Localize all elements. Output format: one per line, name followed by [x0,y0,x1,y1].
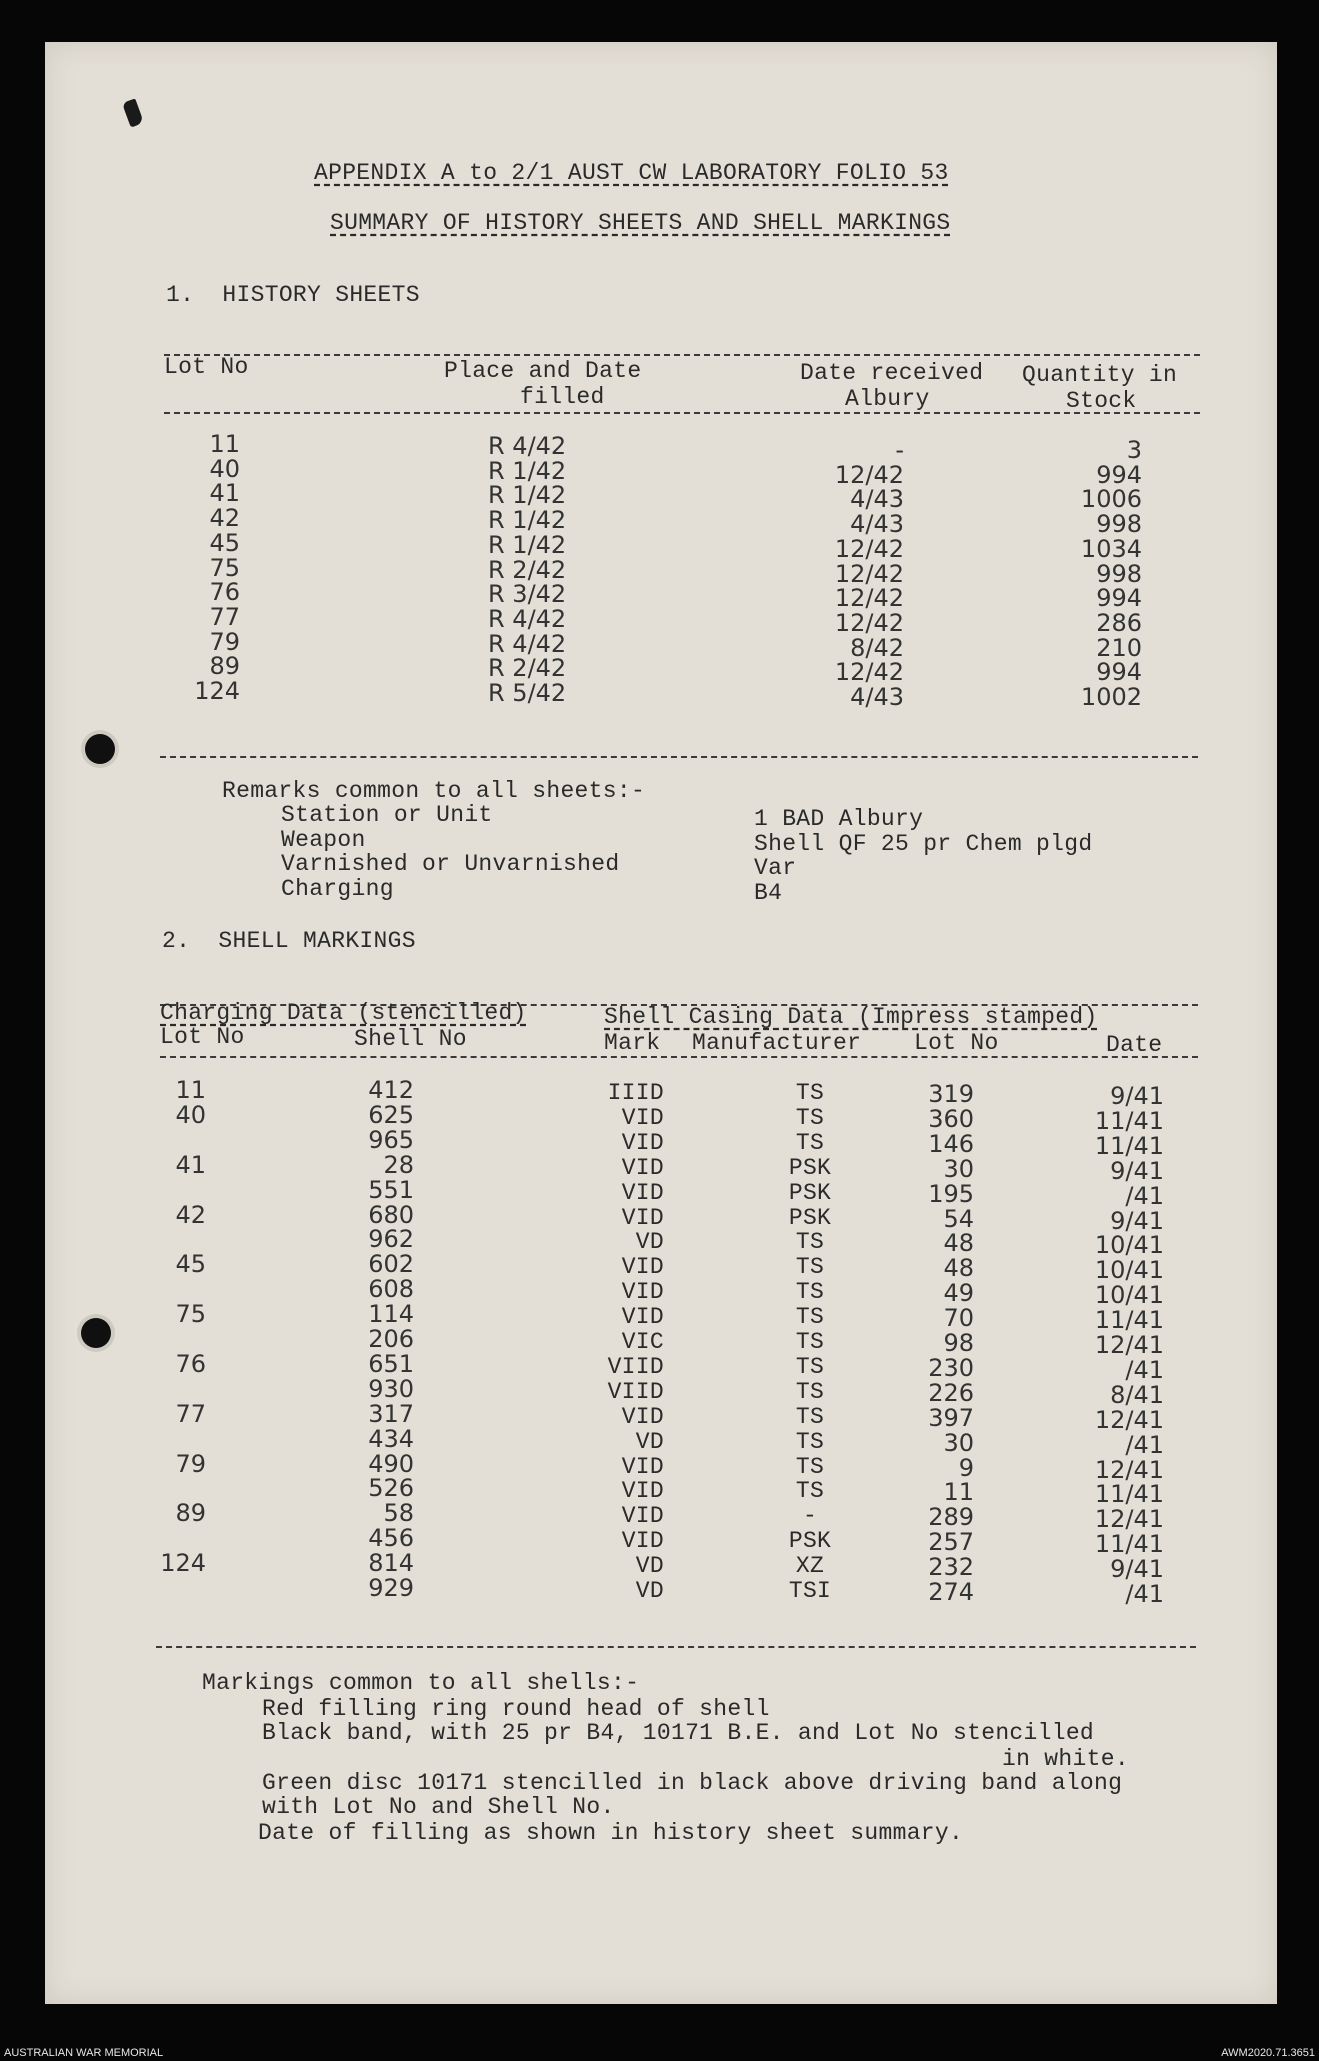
history-place-date: R 2/42 [488,555,567,584]
shell-mark: VIID [607,1378,664,1405]
shell-number: 625 [368,1100,414,1129]
shell-lot: 89 [175,1499,206,1528]
shell-date: 9/41 [1110,1156,1164,1185]
shell-manufacturer: TS [795,1378,825,1405]
shell-manufacturer: TS [795,1229,825,1256]
col2-date-header: Date [1106,1032,1163,1058]
shell-date: 10/41 [1094,1281,1164,1310]
history-lot: 45 [209,528,240,557]
history-place-date: R 1/42 [488,481,567,510]
shell-casing-lot: 54 [943,1204,974,1233]
shell-lot: 45 [175,1250,206,1279]
shell-number: 526 [368,1474,414,1503]
shell-lot: 76 [175,1349,206,1378]
shell-number: 602 [368,1250,414,1279]
shell-date: 11/41 [1094,1530,1164,1559]
history-place-date: R 1/42 [488,506,567,535]
shell-number: 28 [383,1150,414,1179]
page-subtitle: SUMMARY OF HISTORY SHEETS AND SHELL MARKINGS [330,210,951,236]
remark-value: Shell QF 25 pr Chem plgd [754,830,1093,857]
table1-header-rule [164,412,1200,414]
shell-date: /41 [1125,1580,1164,1608]
shell-lot: 75 [175,1300,206,1329]
shell-mark: VID [621,1254,664,1281]
history-lot: 11 [209,430,240,458]
history-date-received: 12/42 [834,559,904,588]
remark-label: Station or Unit [281,802,493,828]
shell-date: 9/41 [1110,1555,1164,1584]
col-received-header-2: Albury [845,386,930,412]
shell-casing-lot: 274 [928,1578,974,1606]
shell-manufacturer: TS [795,1080,825,1106]
remark-label: Charging [281,875,394,902]
col2-casing-lot-header: Lot No [914,1030,999,1056]
history-lot: 77 [209,602,240,631]
shell-manufacturer: TS [795,1129,825,1156]
shell-lot: 11 [175,1076,206,1104]
shell-number: 608 [368,1275,414,1304]
shell-manufacturer: TS [795,1453,825,1480]
shell-manufacturer: PSK [788,1528,832,1555]
shell-number: 651 [368,1349,414,1378]
remark-value: B4 [754,879,783,906]
history-place-date: R 4/42 [488,629,567,658]
remark-label: Weapon [281,826,366,853]
col-qty-header-1: Quantity in [1022,362,1178,388]
col2-mark-header: Mark [604,1030,661,1056]
shell-casing-lot: 30 [943,1428,974,1457]
history-lot: 75 [209,553,240,582]
shell-date: 10/41 [1094,1256,1164,1285]
history-place-date: R 2/42 [488,654,567,683]
shell-casing-lot: 48 [943,1229,974,1258]
shell-manufacturer: PSK [788,1154,832,1181]
shell-date: 12/41 [1094,1455,1164,1484]
shell-manufacturer: TS [795,1353,825,1380]
history-quantity: 994 [1096,460,1142,489]
history-place-date: R 1/42 [488,530,567,559]
col2-shell-header: Shell No [354,1026,467,1052]
shell-number: 930 [368,1374,414,1403]
shell-manufacturer: TS [795,1403,825,1430]
group-casing-header: Shell Casing Data (Impress stamped) [604,1004,1098,1030]
shell-casing-lot: 98 [943,1329,974,1357]
shell-number: 965 [368,1125,414,1154]
shell-manufacturer: TS [795,1329,825,1355]
history-lot: 76 [209,578,240,607]
shell-casing-lot: 257 [928,1528,974,1557]
shell-manufacturer: PSK [788,1204,832,1231]
punch-hole-bottom [81,1318,111,1348]
history-date-received: 12/42 [834,658,904,687]
shell-date: 12/41 [1094,1505,1164,1534]
group-charging-header: Charging Data (stencilled) [160,1000,527,1026]
shell-lot: 41 [175,1150,206,1179]
history-place-date: R 5/42 [488,679,567,707]
shell-mark: VIC [621,1329,664,1355]
marking-line: with Lot No and Shell No. [262,1794,615,1820]
shell-number: 456 [368,1524,414,1553]
shell-casing-lot: 226 [928,1378,974,1407]
shell-mark: VID [621,1179,664,1206]
shell-lot: 40 [175,1100,206,1129]
shell-mark: VID [621,1528,664,1555]
history-place-date: R 3/42 [488,580,567,609]
history-lot: 42 [209,504,240,533]
history-quantity: 1006 [1080,485,1142,514]
shell-casing-lot: 30 [943,1154,974,1183]
history-date-received: 12/42 [834,608,904,637]
shell-date: 11/41 [1094,1480,1164,1509]
shell-mark: VID [621,1129,664,1156]
history-quantity: 210 [1096,633,1142,662]
shell-casing-lot: 289 [928,1503,974,1532]
shell-mark: VID [621,1154,664,1181]
history-quantity: 1034 [1080,534,1142,563]
shell-number: 114 [368,1300,414,1329]
history-lot: 89 [209,652,240,681]
col2-manufacturer-header: Manufacturer [692,1030,862,1056]
shell-number: 680 [368,1200,414,1229]
shell-casing-lot: 195 [928,1179,974,1208]
col-lot-header: Lot No [164,354,249,380]
shell-date: 11/41 [1094,1106,1164,1135]
shell-mark: VD [635,1428,664,1455]
shell-number: 317 [368,1399,414,1428]
history-date-received: 4/43 [850,510,904,539]
marking-line: in white. [1002,1746,1129,1772]
shell-manufacturer: TS [795,1428,825,1455]
shell-mark: VD [635,1578,664,1604]
table1-bottom-rule [160,756,1198,758]
history-place-date: R 1/42 [488,456,567,485]
marking-line: Date of filling as shown in history sheet summary. [258,1820,964,1846]
shell-casing-lot: 360 [928,1104,974,1133]
shell-mark: VID [621,1478,664,1505]
shell-mark: VID [621,1403,664,1430]
shell-manufacturer: - [802,1503,818,1530]
footer-accession: AWM2020.71.3651 [1221,2047,1315,2059]
shell-number: 962 [368,1225,414,1254]
shell-date: 12/41 [1094,1331,1164,1359]
shell-lot: 42 [175,1200,206,1229]
shell-casing-lot: 11 [943,1478,974,1507]
history-place-date: R 4/42 [488,604,567,633]
shell-mark: VID [621,1279,664,1306]
shell-casing-lot: 48 [943,1254,974,1283]
remark-value: Var [754,855,797,881]
shell-mark: VIID [607,1353,664,1380]
section1-heading: 1. HISTORY SHEETS [166,282,420,308]
remarks-heading: Remarks common to all sheets:- [222,778,646,804]
history-date-received: 4/43 [850,485,904,514]
shell-lot: 124 [160,1549,206,1578]
shell-manufacturer: PSK [788,1179,832,1206]
marking-line: Black band, with 25 pr B4, 10171 B.E. and Lot No stencilled [262,1720,1095,1746]
shell-number: 490 [368,1449,414,1478]
shell-casing-lot: 146 [928,1129,974,1158]
shell-mark: VD [635,1553,664,1580]
shell-number: 814 [368,1549,414,1578]
table2-bottom-rule [156,1646,1196,1648]
shell-manufacturer: TS [795,1254,825,1281]
table1-top-rule [164,354,1200,356]
shell-lot: 79 [175,1449,206,1478]
shell-date: /41 [1125,1355,1164,1384]
col2-lot-header: Lot No [160,1024,245,1050]
shell-manufacturer: TS [795,1478,825,1505]
history-date-received: 4/43 [850,683,904,711]
shell-manufacturer: TS [795,1104,825,1131]
shell-date: 12/41 [1094,1405,1164,1434]
shell-mark: VID [621,1503,664,1530]
shell-manufacturer: TSI [788,1578,832,1604]
history-place-date: R 4/42 [488,432,567,460]
marking-line: Green disc 10171 stencilled in black above driving band along [262,1770,1123,1796]
col-qty-header-2: Stock [1066,388,1137,414]
history-lot: 79 [209,627,240,656]
shell-number: 58 [383,1499,414,1528]
shell-date: /41 [1125,1430,1164,1459]
shell-mark: VID [621,1453,664,1480]
history-quantity: 994 [1096,658,1142,687]
footer-source: AUSTRALIAN WAR MEMORIAL [4,2047,164,2059]
punch-hole-top [85,734,115,764]
shell-mark: VD [635,1229,664,1256]
markings-heading: Markings common to all shells:- [202,1670,640,1696]
shell-casing-lot: 230 [928,1353,974,1382]
shell-date: 11/41 [1094,1131,1164,1160]
history-date-received: 12/42 [834,534,904,563]
col-received-header-1: Date received [800,360,984,386]
shell-date: /41 [1125,1181,1164,1210]
shell-manufacturer: XZ [795,1553,825,1580]
shell-date: 10/41 [1094,1231,1164,1260]
col-place-header-2: filled [520,384,605,410]
shell-date: 9/41 [1110,1206,1164,1235]
history-quantity: 998 [1096,510,1142,539]
shell-casing-lot: 49 [943,1279,974,1308]
history-quantity: 994 [1096,584,1142,613]
remark-label: Varnished or Unvarnished [281,851,620,877]
history-date-received: - [895,436,904,464]
section2-heading: 2. SHELL MARKINGS [162,928,416,954]
history-date-received: 12/42 [834,460,904,489]
history-date-received: 8/42 [850,633,904,662]
shell-casing-lot: 70 [943,1304,974,1333]
shell-casing-lot: 232 [928,1553,974,1582]
shell-number: 412 [368,1076,414,1104]
history-quantity: 3 [1126,436,1142,464]
history-lot: 40 [209,454,240,483]
shell-number: 206 [368,1325,414,1353]
shell-date: 8/41 [1110,1380,1164,1409]
history-date-received: 12/42 [834,584,904,613]
shell-manufacturer: TS [795,1279,825,1306]
table2-header-rule [160,1056,1198,1058]
marking-line: Red filling ring round head of shell [262,1696,770,1722]
shell-mark: VID [621,1204,664,1231]
shell-date: 11/41 [1094,1306,1164,1335]
history-quantity: 1002 [1080,683,1142,711]
shell-mark: IIID [607,1080,664,1106]
page-title: APPENDIX A to 2/1 AUST CW LABORATORY FOLIO 53 [314,160,949,186]
shell-number: 434 [368,1424,414,1453]
history-quantity: 998 [1096,559,1142,588]
shell-date: 9/41 [1110,1082,1164,1110]
history-lot: 41 [209,479,240,508]
history-quantity: 286 [1096,608,1142,637]
shell-casing-lot: 9 [958,1453,974,1482]
shell-lot: 77 [175,1399,206,1428]
shell-casing-lot: 397 [928,1403,974,1432]
shell-mark: VID [621,1104,664,1131]
shell-mark: VID [621,1304,664,1331]
history-lot: 124 [194,677,240,705]
col-place-header-1: Place and Date [444,358,642,384]
shell-casing-lot: 319 [928,1080,974,1108]
shell-manufacturer: TS [795,1304,825,1331]
remark-value: 1 BAD Albury [754,806,924,832]
shell-number: 929 [368,1574,414,1602]
shell-number: 551 [368,1175,414,1204]
